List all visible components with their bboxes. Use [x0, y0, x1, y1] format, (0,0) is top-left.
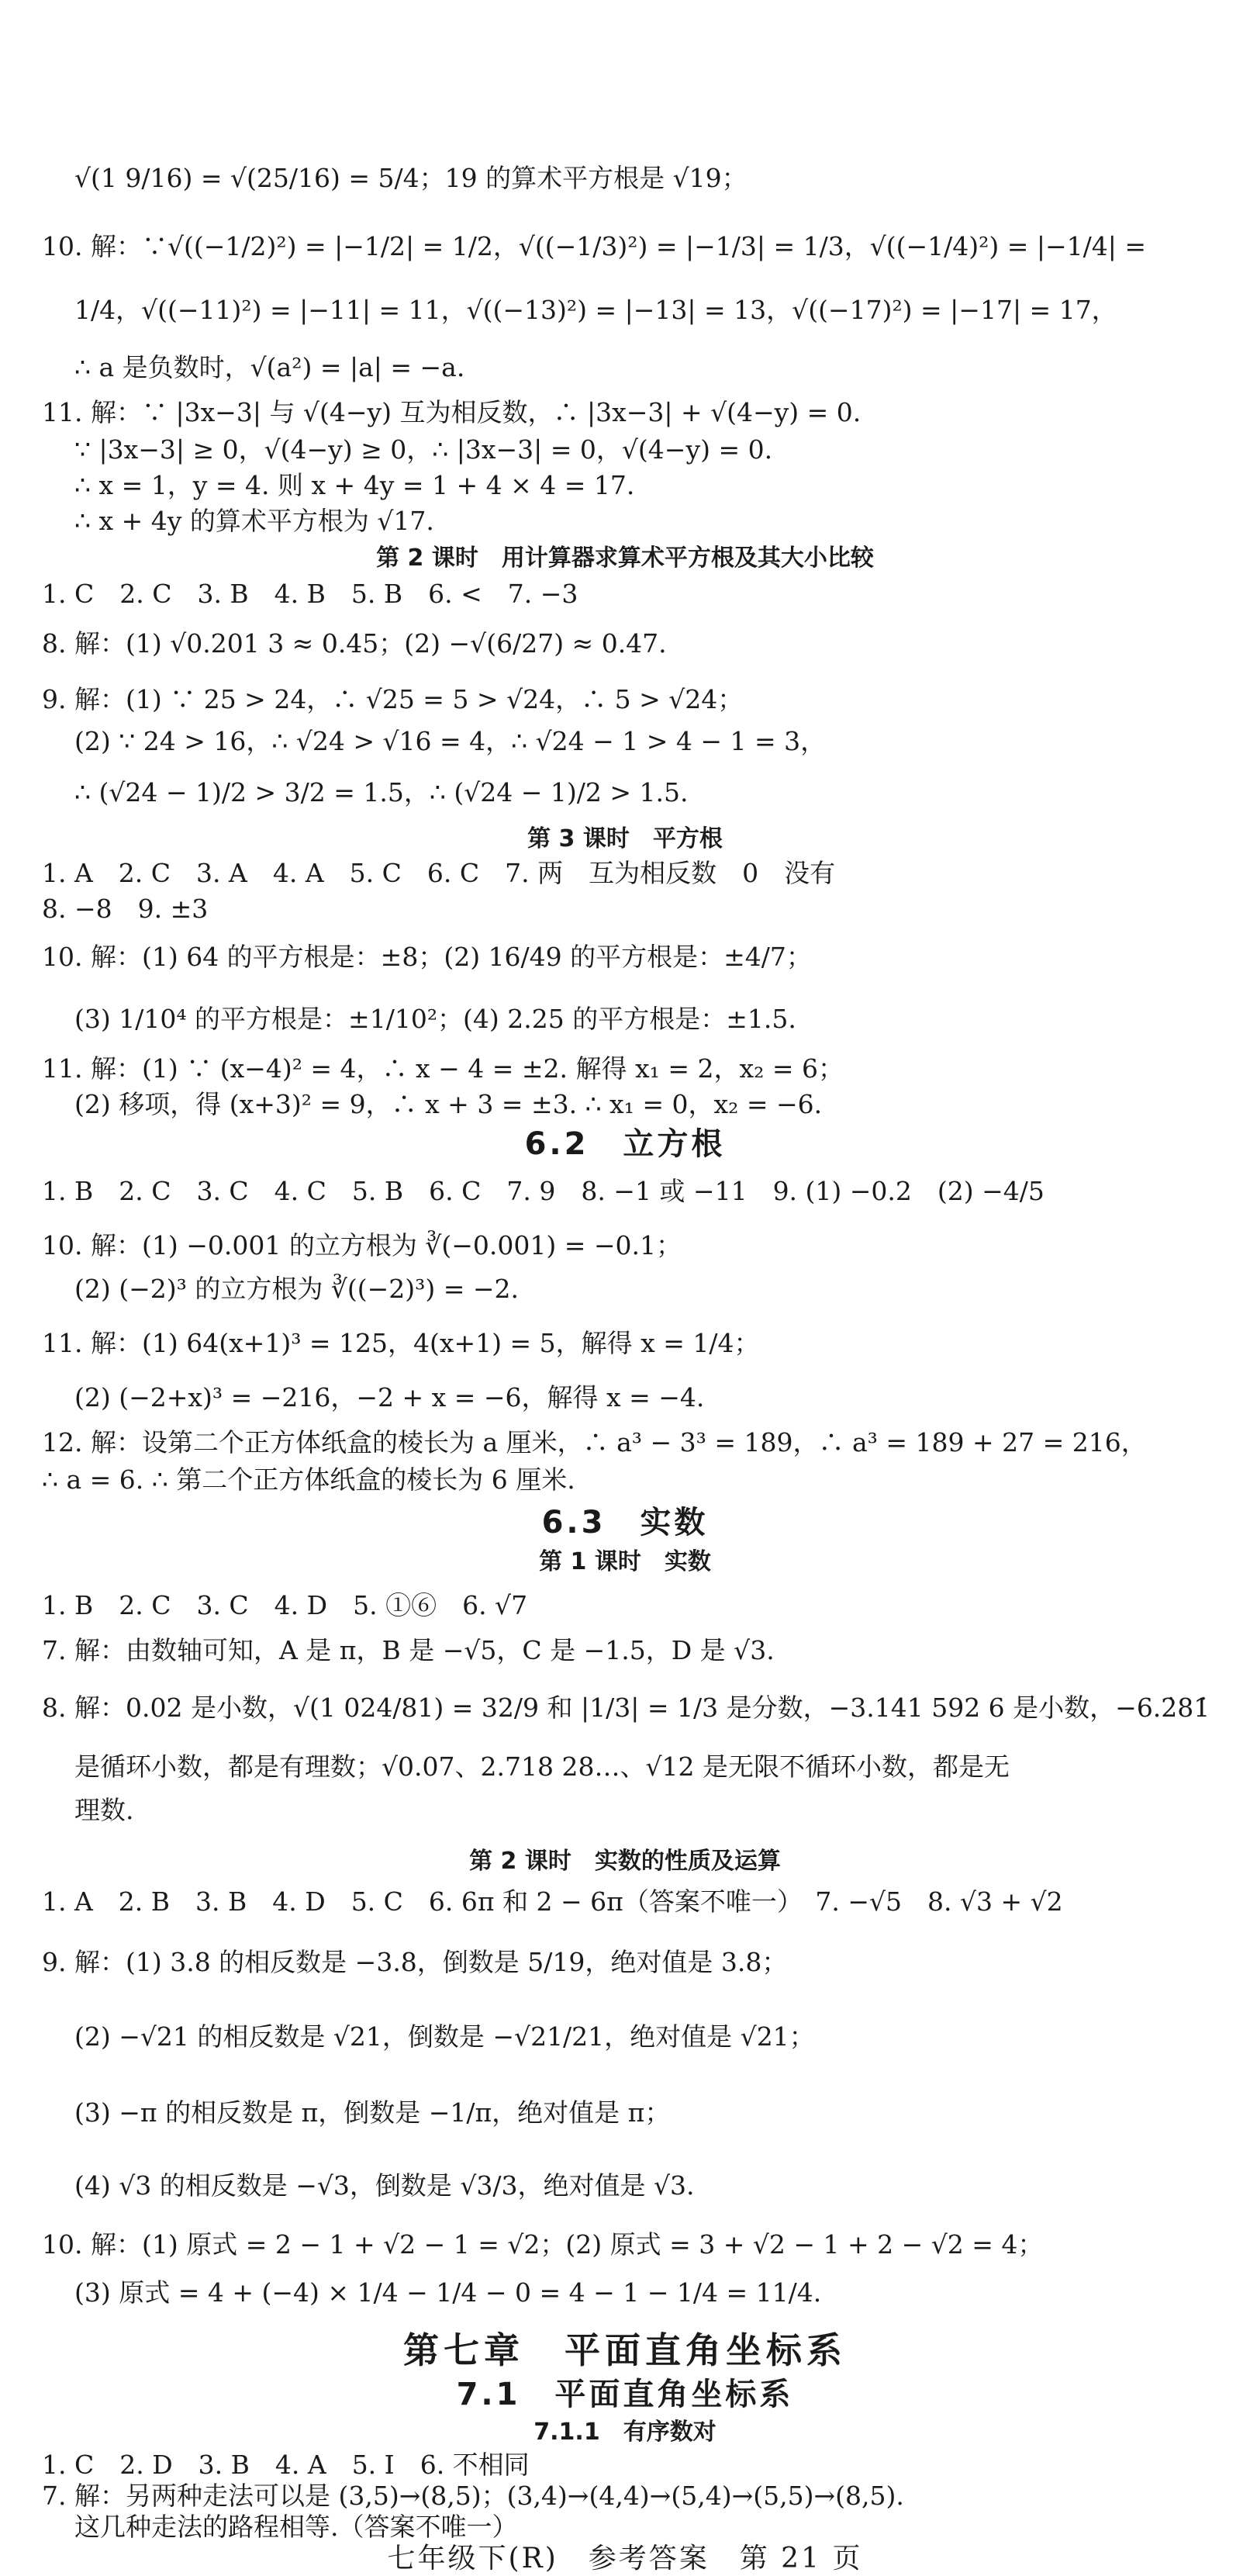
answer-line: 是循环小数，都是有理数；√0.07、2.718 28…、√12 是无限不循环小数，都是无 — [74, 1751, 1010, 1782]
answer-line: ∴ x = 1，y = 4. 则 x + 4y = 1 + 4 × 4 = 17. — [74, 470, 635, 500]
answer-line: 1. B 2. C 3. C 4. D 5. ①⑥ 6. √7 — [42, 1590, 528, 1620]
answer-line: 10. 解：(1) 原式 = 2 − 1 + √2 − 1 = √2；(2) 原式 = 3 + √2 − 1 + 2 − √2 = 4； — [42, 2229, 1044, 2260]
answer-line: 8. 解：0.02 是小数，√(1 024/81) = 32/9 和 |1/3| = 1/3 是分数，−3.141 592 6 是小数，−6.2̇81̇ — [42, 1693, 1210, 1723]
answer-line: (2) ∵ 24 > 16，∴ √24 > √16 = 4，∴ √24 − 1 > 4 − 1 = 3， — [74, 726, 827, 756]
answer-line: 11. 解：(1) 64(x+1)³ = 125，4(x+1) = 5，解得 x = 1/4； — [42, 1328, 760, 1358]
answer-line: ∴ (√24 − 1)/2 > 3/2 = 1.5，∴ (√24 − 1)/2 > 1.5. — [74, 777, 689, 807]
answer-line: ∵ |3x−3| ≥ 0，√(4−y) ≥ 0，∴ |3x−3| = 0，√(4−y) = 0. — [74, 434, 773, 465]
chapter-heading: 第七章 平面直角坐标系 — [403, 2329, 847, 2371]
section-heading: 第 3 课时 平方根 — [527, 825, 723, 852]
answer-line: 7. 解：另两种走法可以是 (3,5)→(8,5)；(3,4)→(4,4)→(5,4)→(5,5)→(8,5). — [42, 2481, 904, 2511]
answer-line: √(1 9/16) = √(25/16) = 5/4；19 的算术平方根是 √19； — [74, 163, 748, 193]
answer-line: 1. C 2. C 3. B 4. B 5. B 6. < 7. −3 — [42, 579, 578, 609]
answer-line: (3) 1/10⁴ 的平方根是：±1/10²；(4) 2.25 的平方根是：±1.5. — [74, 1004, 796, 1034]
answer-line: 1/4，√((−11)²) = |−11| = 11，√((−13)²) = |−13| = 13，√((−17)²) = |−17| = 17， — [74, 295, 1117, 325]
answer-line: 10. 解：∵√((−1/2)²) = |−1/2| = 1/2，√((−1/3)²) = |−1/3| = 1/3，√((−1/4)²) = |−1/4| = — [42, 231, 1147, 261]
answer-line: 11. 解：∵ |3x−3| 与 √(4−y) 互为相反数，∴ |3x−3| + √(4−y) = 0. — [42, 397, 862, 427]
answer-line: ∴ a 是负数时，√(a²) = |a| = −a. — [74, 352, 465, 382]
answer-line: 8. −8 9. ±3 — [42, 894, 209, 924]
answer-line: (2) −√21 的相反数是 √21，倒数是 −√21/21，绝对值是 √21； — [74, 2021, 815, 2052]
section-heading: 6.2 立方根 — [524, 1126, 726, 1162]
answer-line: (2) (−2+x)³ = −216，−2 + x = −6，解得 x = −4. — [74, 1382, 705, 1412]
section-heading: 7.1 平面直角坐标系 — [456, 2377, 794, 2412]
answer-line: 1. B 2. C 3. C 4. C 5. B 6. C 7. 9 8. −1 或 −11 9. (1) −0.2 (2) −4/5 — [42, 1176, 1045, 1206]
answer-line: 11. 解：(1) ∵ (x−4)² = 4，∴ x − 4 = ±2. 解得 x₁ = 2，x₂ = 6； — [42, 1053, 844, 1084]
answer-line: 10. 解：(1) −0.001 的立方根为 ∛(−0.001) = −0.1； — [42, 1230, 682, 1260]
answer-line: (2) 移项，得 (x+3)² = 9，∴ x + 3 = ±3. ∴ x₁ = 0，x₂ = −6. — [74, 1089, 823, 1119]
section-heading: 7.1.1 有序数对 — [533, 2419, 717, 2446]
answer-line: 9. 解：(1) 3.8 的相反数是 −3.8，倒数是 5/19，绝对值是 3.8； — [42, 1947, 788, 1977]
answer-line: ∴ x + 4y 的算术平方根为 √17. — [74, 506, 434, 536]
answer-line: 这几种走法的路程相等.（答案不唯一） — [74, 2512, 518, 2542]
section-heading: 第 2 课时 实数的性质及运算 — [469, 1848, 781, 1875]
answer-line: 理数. — [74, 1795, 134, 1825]
section-heading: 6.3 实数 — [541, 1505, 709, 1540]
section-heading: 第 2 课时 用计算器求算术平方根及其大小比较 — [376, 545, 874, 572]
answer-line: 12. 解：设第二个正方体纸盒的棱长为 a 厘米，∴ a³ − 3³ = 189，∴ a³ = 189 + 27 = 216， — [42, 1427, 1147, 1457]
answer-line: 10. 解：(1) 64 的平方根是：±8；(2) 16/49 的平方根是：±4/7； — [42, 942, 812, 972]
answer-line: 8. 解：(1) √0.201 3 ≈ 0.45；(2) −√(6/27) ≈ 0.47. — [42, 628, 667, 659]
answer-line: 9. 解：(1) ∵ 25 > 24，∴ √25 = 5 > √24，∴ 5 > √24； — [42, 684, 744, 714]
answer-line: (3) 原式 = 4 + (−4) × 1/4 − 1/4 − 0 = 4 − 1 − 1/4 = 11/4. — [74, 2277, 822, 2308]
answer-line: 1. A 2. B 3. B 4. D 5. C 6. 6π 和 2 − 6π（答案不唯一） 7. −√5 8. √3 + √2 — [42, 1886, 1063, 1917]
answer-line: 7. 解：由数轴可知，A 是 π，B 是 −√5，C 是 −1.5，D 是 √3. — [42, 1635, 775, 1665]
answer-line: (2) (−2)³ 的立方根为 ∛((−2)³) = −2. — [74, 1274, 520, 1304]
answer-line: 1. A 2. C 3. A 4. A 5. C 6. C 7. 两 互为相反数 0 没有 — [42, 858, 836, 888]
answer-line: (4) √3 的相反数是 −√3，倒数是 √3/3，绝对值是 √3. — [74, 2170, 695, 2201]
section-heading: 第 1 课时 实数 — [539, 1548, 711, 1575]
answer-line: (3) −π 的相反数是 π，倒数是 −1/π，绝对值是 π； — [74, 2097, 671, 2128]
answer-line: ∴ a = 6. ∴ 第二个正方体纸盒的棱长为 6 厘米. — [42, 1464, 575, 1495]
answer-line: 1. C 2. D 3. B 4. A 5. I 6. 不相同 — [42, 2450, 530, 2480]
page-footer: 七年级下(R) 参考答案 第 21 页 — [387, 2543, 863, 2574]
